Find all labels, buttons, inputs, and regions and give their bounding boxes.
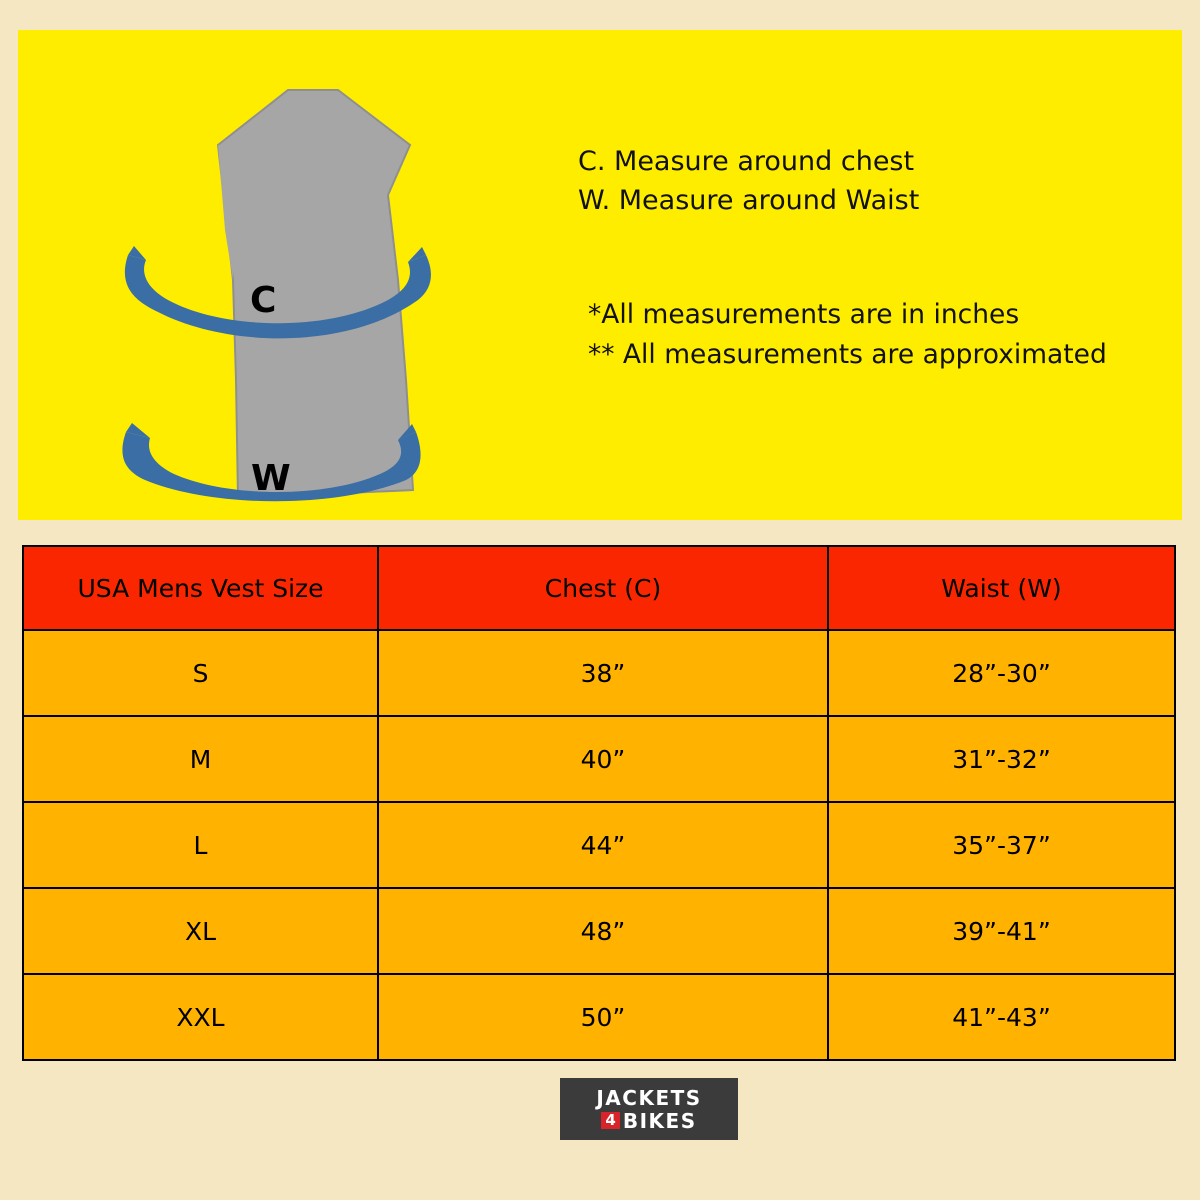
cell-waist: 31”-32” — [828, 716, 1175, 802]
table-row — [23, 974, 1175, 1060]
logo-bottom-row — [601, 1108, 697, 1133]
notes-spacer — [578, 220, 1178, 295]
cell-waist: 35”-37” — [828, 802, 1175, 888]
table-header-row — [23, 546, 1175, 630]
header-chest: Chest (C) — [378, 546, 828, 630]
note-chest: C. Measure around chest — [578, 146, 915, 177]
cell-size: S — [23, 630, 378, 716]
header-size: USA Mens Vest Size — [23, 546, 378, 630]
diagram-panel — [18, 30, 1182, 520]
cell-size: M — [23, 716, 378, 802]
waist-label: W — [251, 458, 291, 499]
cell-waist: 28”-30” — [828, 630, 1175, 716]
cell-chest: 48” — [378, 888, 828, 974]
disclaimer-approx: ** All measurements are approximated — [588, 339, 1107, 371]
logo-bottom-text: BIKES — [622, 1108, 697, 1133]
cell-waist: 39”-41” — [828, 888, 1175, 974]
brand-logo — [560, 1078, 738, 1140]
cell-waist: 41”-43” — [828, 974, 1175, 1060]
cell-chest: 44” — [378, 802, 828, 888]
disclaimer-inches: *All measurements are in inches — [588, 299, 1020, 331]
cell-size: L — [23, 802, 378, 888]
cell-chest: 40” — [378, 716, 828, 802]
logo-top-text: JACKETS — [596, 1085, 702, 1110]
torso-diagram-icon — [88, 50, 468, 510]
table-row — [23, 630, 1175, 716]
chest-label: C — [250, 280, 277, 321]
table-row — [23, 888, 1175, 974]
header-waist: Waist (W) — [828, 546, 1175, 630]
cell-chest: 38” — [378, 630, 828, 716]
table-row — [23, 802, 1175, 888]
logo-four-mark: 4 — [601, 1112, 619, 1129]
size-chart-table — [22, 545, 1176, 1061]
measurement-notes — [578, 142, 1178, 375]
table-row — [23, 716, 1175, 802]
cell-size: XXL — [23, 974, 378, 1060]
cell-chest: 50” — [378, 974, 828, 1060]
note-waist: W. Measure around Waist — [578, 185, 920, 217]
cell-size: XL — [23, 888, 378, 974]
